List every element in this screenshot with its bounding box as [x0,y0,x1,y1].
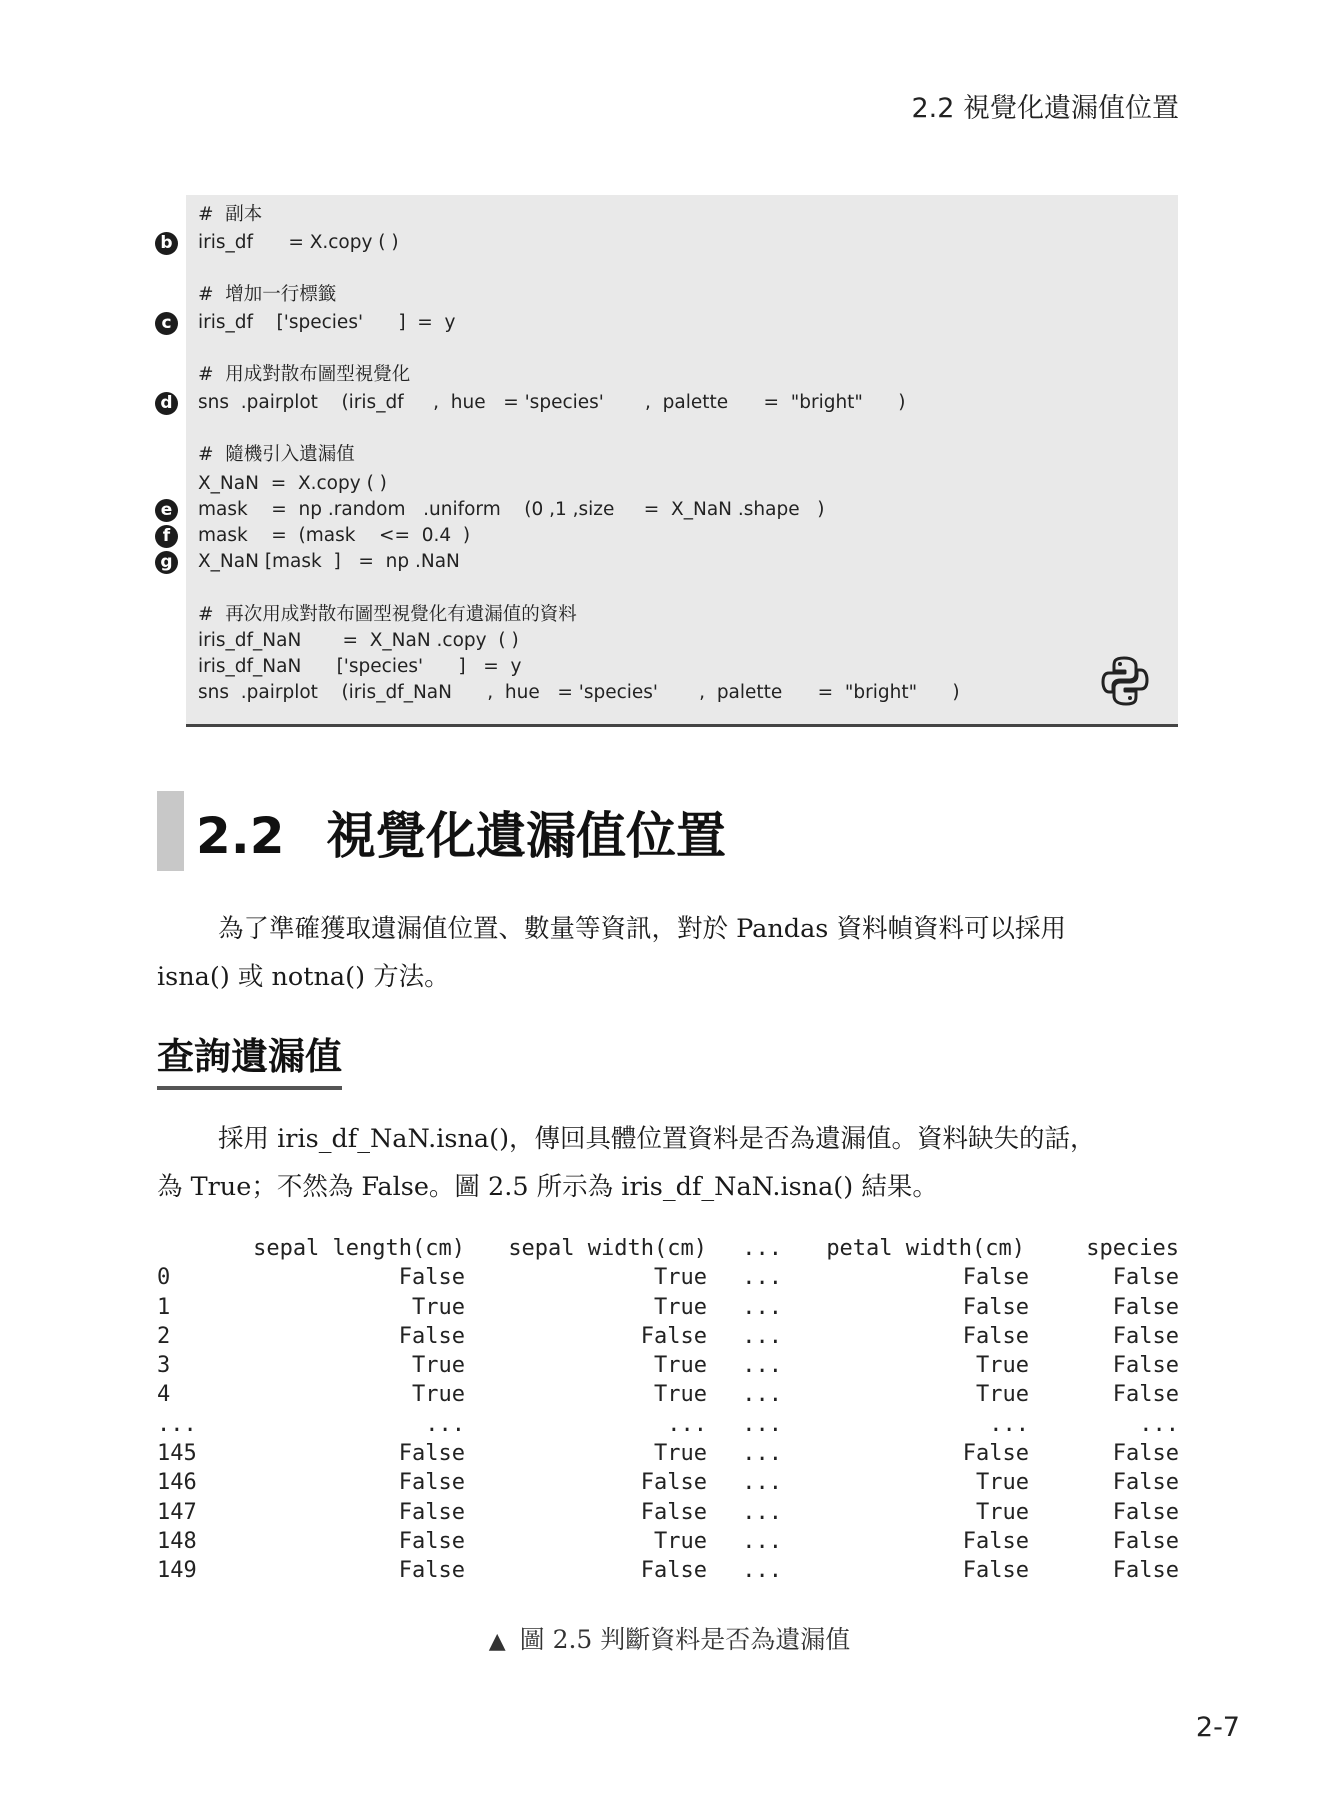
table-cell: True [412,1382,465,1408]
figure-caption-text: 圖 2.5 判斷資料是否為遺漏值 [519,1625,851,1654]
table-cell: False [398,1470,465,1496]
code-line: mask = np .random .uniform (0 ,1 ,size = X_NaN .shape ) [198,499,825,520]
table-cell: False [1112,1499,1179,1525]
table-index-cell: 2 [157,1323,171,1349]
table-header-cell: sepal width(cm) [508,1236,707,1261]
table-index-cell: 148 [157,1528,197,1554]
code-comment-line: # 隨機引入遺漏值 [198,444,355,465]
table-cell: True [654,1353,707,1379]
code-comment-line: # 用成對散布圖型視覺化 [198,364,411,385]
section-title: 視覺化遺漏值位置 [326,807,726,865]
section-heading [196,796,726,868]
table-cell: ... [742,1265,782,1291]
code-comment-line: # 副本 [198,204,263,225]
code-line: iris_df ['species' ] = y [198,312,456,333]
table-cell: ... [742,1528,782,1554]
table-cell: True [976,1382,1029,1408]
table-header-cell: petal width(cm) [826,1236,1025,1261]
table-cell: False [1112,1382,1179,1408]
annotation-marker-f: f [155,525,178,548]
table-index-cell: 0 [157,1265,171,1291]
table-cell: ... [742,1411,782,1437]
table-cell: False [962,1294,1029,1320]
paragraph-intro-line2: isna() 或 notna() 方法。 [157,962,450,992]
table-row [157,1295,1179,1324]
table-cell: False [640,1558,707,1584]
table-index-cell: 4 [157,1382,171,1408]
table-cell: False [1112,1265,1179,1291]
table-cell: False [398,1499,465,1525]
table-cell: ... [742,1323,782,1349]
annotation-marker-d: d [155,392,178,415]
paragraph-isna-line2: 為 True；不然為 False。圖 2.5 所示為 iris_df_NaN.isna() 結果。 [157,1172,938,1202]
table-index-cell: 146 [157,1470,197,1496]
table-cell: False [640,1499,707,1525]
table-row [157,1353,1179,1382]
isna-output-table [157,1236,1179,1588]
table-cell: True [412,1353,465,1379]
table-cell: ... [742,1441,782,1467]
code-line: X_NaN = X.copy ( ) [198,473,387,494]
table-row [157,1324,1179,1353]
table-cell: False [398,1441,465,1467]
table-index-cell: ... [157,1411,197,1437]
annotation-marker-e: e [155,499,178,522]
table-row [157,1265,1179,1294]
annotation-marker-b: b [155,232,178,255]
annotation-marker-g: g [155,551,178,574]
section-number: 2.2 [196,807,285,865]
table-row [157,1382,1179,1411]
paragraph-intro [157,905,1179,1001]
table-header-row [157,1236,1179,1265]
table-index-cell: 3 [157,1353,171,1379]
table-cell: False [398,1265,465,1291]
table-cell: False [1112,1323,1179,1349]
table-row [157,1470,1179,1499]
table-row [157,1441,1179,1470]
table-cell: ... [425,1411,465,1437]
table-row [157,1529,1179,1558]
table-cell: ... [989,1411,1029,1437]
table-index-cell: 147 [157,1499,197,1525]
table-row [157,1558,1179,1587]
table-header-cell: ... [742,1236,782,1261]
caption-triangle-icon: ▲ [488,1629,506,1654]
table-cell: False [1112,1558,1179,1584]
table-cell: False [962,1441,1029,1467]
table-cell: False [398,1323,465,1349]
table-cell: False [398,1528,465,1554]
table-cell: ... [742,1353,782,1379]
table-header-cell: species [1086,1236,1179,1261]
table-cell: False [398,1558,465,1584]
table-cell: False [640,1323,707,1349]
table-cell: False [962,1323,1029,1349]
table-cell: ... [667,1411,707,1437]
table-row [157,1412,1179,1441]
table-cell: ... [1139,1411,1179,1437]
table-cell: False [962,1528,1029,1554]
table-cell: True [654,1528,707,1554]
table-index-cell: 149 [157,1558,197,1584]
table-cell: False [1112,1353,1179,1379]
table-cell: False [1112,1294,1179,1320]
table-index-cell: 1 [157,1294,171,1320]
table-cell: False [640,1470,707,1496]
table-cell: False [962,1265,1029,1291]
table-index-cell: 145 [157,1441,197,1467]
code-line: sns .pairplot (iris_df , hue = 'species' , palette = "bright" ) [198,392,906,413]
paragraph-isna [157,1115,1179,1211]
code-comment-line: # 再次用成對散布圖型視覺化有遺漏值的資料 [198,604,577,625]
table-cell: True [654,1294,707,1320]
table-cell: True [976,1353,1029,1379]
table-cell: True [976,1499,1029,1525]
code-comment-line: # 增加一行標籤 [198,284,337,305]
table-cell: ... [742,1558,782,1584]
table-cell: ... [742,1294,782,1320]
table-cell: ... [742,1499,782,1525]
table-cell: ... [742,1382,782,1408]
table-cell: True [654,1382,707,1408]
figure-caption [0,1620,1339,1656]
table-cell: False [1112,1470,1179,1496]
table-cell: True [654,1441,707,1467]
code-line: X_NaN [mask ] = np .NaN [198,551,460,572]
table-cell: False [962,1558,1029,1584]
subsection-heading: 查詢遺漏值 [157,1026,342,1090]
section-heading-bar [157,791,184,871]
table-cell: True [976,1470,1029,1496]
table-cell: ... [742,1470,782,1496]
code-line: iris_df_NaN ['species' ] = y [198,656,522,677]
code-line: iris_df_NaN = X_NaN .copy ( ) [198,630,519,651]
paragraph-intro-line1: 為了準確獲取遺漏值位置、數量等資訊，對於 Pandas 資料幀資料可以採用 [218,914,1066,944]
code-line: iris_df = X.copy ( ) [198,232,399,253]
table-cell: True [412,1294,465,1320]
page-number: 2-7 [1195,1712,1240,1743]
python-logo-icon [1100,655,1150,707]
code-line: mask = (mask <= 0.4 ) [198,525,471,546]
code-line: sns .pairplot (iris_df_NaN , hue = 'species' , palette = "bright" ) [198,682,960,703]
paragraph-isna-line1: 採用 iris_df_NaN.isna()，傳回具體位置資料是否為遺漏值。資料缺失的話， [218,1124,1096,1154]
table-header-cell: sepal length(cm) [253,1236,465,1261]
table-row [157,1500,1179,1529]
annotation-marker-c: c [155,312,178,335]
running-header: 2.2 視覺化遺漏值位置 [911,93,1179,124]
table-cell: True [654,1265,707,1291]
table-cell: False [1112,1441,1179,1467]
table-cell: False [1112,1528,1179,1554]
